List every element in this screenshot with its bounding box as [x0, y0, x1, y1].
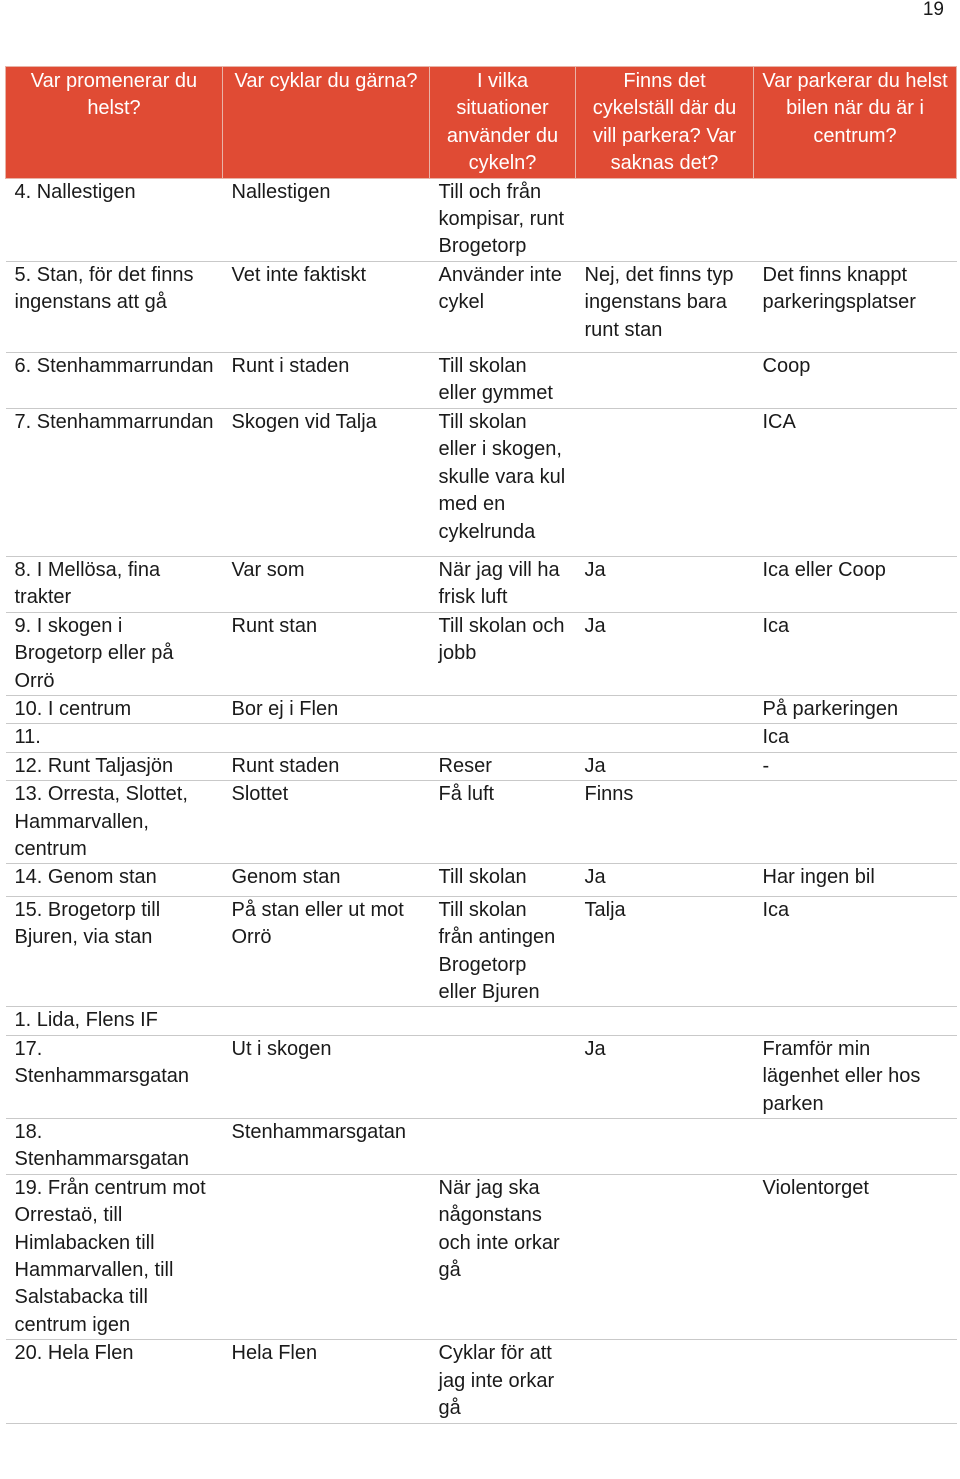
- walk-cell: 7. Stenhammarrundan: [6, 408, 223, 556]
- bike-stand-cell: Talja: [576, 896, 754, 1007]
- table-row: [6, 1340, 957, 1423]
- bike-stand-cell: Ja: [576, 864, 754, 896]
- situation-cell: Till skolan eller gymmet: [430, 353, 576, 409]
- survey-table: [5, 66, 957, 1424]
- header-walk: Var promenerar du helst?: [6, 67, 223, 179]
- bike-cell: Slottet: [223, 781, 430, 864]
- bike-stand-cell: [576, 695, 754, 723]
- bike-cell: Runt i staden: [223, 353, 430, 409]
- situation-cell: Till skolan eller i skogen, skulle vara kul med en cykelrunda: [430, 408, 576, 556]
- situation-cell: [430, 724, 576, 752]
- table-row: [6, 781, 957, 864]
- table-row: [6, 556, 957, 612]
- table-row: [6, 1174, 957, 1339]
- bike-cell: Runt stan: [223, 612, 430, 695]
- walk-cell: 10. I centrum: [6, 695, 223, 723]
- car-parking-cell: [754, 1340, 957, 1423]
- bike-cell: Skogen vid Talja: [223, 408, 430, 556]
- walk-cell: 20. Hela Flen: [6, 1340, 223, 1423]
- walk-cell: 14. Genom stan: [6, 864, 223, 896]
- situation-cell: Cyklar för att jag inte orkar gå: [430, 1340, 576, 1423]
- bike-stand-cell: [576, 353, 754, 409]
- table-row: [6, 353, 957, 409]
- bike-cell: [223, 724, 430, 752]
- bike-cell: Bor ej i Flen: [223, 695, 430, 723]
- car-parking-cell: Ica: [754, 612, 957, 695]
- table-row: [6, 261, 957, 352]
- bike-cell: Nallestigen: [223, 178, 430, 261]
- walk-cell: 5. Stan, för det finns ingenstans att gå: [6, 261, 223, 352]
- bike-stand-cell: [576, 408, 754, 556]
- bike-cell: Stenhammarsgatan: [223, 1119, 430, 1175]
- walk-cell: 12. Runt Taljasjön: [6, 752, 223, 780]
- table-row: [6, 1119, 957, 1175]
- bike-stand-cell: Ja: [576, 556, 754, 612]
- situation-cell: Till och från kompisar, runt Brogetorp: [430, 178, 576, 261]
- car-parking-cell: Coop: [754, 353, 957, 409]
- bike-stand-cell: [576, 724, 754, 752]
- table-row: [6, 408, 957, 556]
- car-parking-cell: Har ingen bil: [754, 864, 957, 896]
- bike-stand-cell: [576, 1174, 754, 1339]
- bike-stand-cell: Nej, det finns typ ingenstans bara runt stan: [576, 261, 754, 352]
- walk-cell: 8. I Mellösa, fina trakter: [6, 556, 223, 612]
- table-row: [6, 1035, 957, 1118]
- situation-cell: Till skolan från antingen Brogetorp eller Bjuren: [430, 896, 576, 1007]
- walk-cell: 17. Stenhammarsgatan: [6, 1035, 223, 1118]
- bike-stand-cell: Finns: [576, 781, 754, 864]
- table-row: [6, 612, 957, 695]
- table-row: [6, 724, 957, 752]
- header-situations: I vilka situationer använder du cykeln?: [430, 67, 576, 179]
- bike-stand-cell: Ja: [576, 1035, 754, 1118]
- situation-cell: När jag vill ha frisk luft: [430, 556, 576, 612]
- situation-cell: Till skolan och jobb: [430, 612, 576, 695]
- bike-stand-cell: Ja: [576, 612, 754, 695]
- bike-stand-cell: Ja: [576, 752, 754, 780]
- walk-cell: 11.: [6, 724, 223, 752]
- situation-cell: Reser: [430, 752, 576, 780]
- situation-cell: [430, 1119, 576, 1175]
- car-parking-cell: [754, 1007, 957, 1035]
- table-row: [6, 695, 957, 723]
- bike-cell: På stan eller ut mot Orrö: [223, 896, 430, 1007]
- walk-cell: 1. Lida, Flens IF: [6, 1007, 223, 1035]
- header-bike-stands: Finns det cykelställ där du vill parkera? Var saknas det?: [576, 67, 754, 179]
- table-row: [6, 178, 957, 261]
- walk-cell: 15. Brogetorp till Bjuren, via stan: [6, 896, 223, 1007]
- table-row: [6, 752, 957, 780]
- car-parking-cell: [754, 781, 957, 864]
- bike-cell: Runt staden: [223, 752, 430, 780]
- car-parking-cell: ICA: [754, 408, 957, 556]
- car-parking-cell: På parkeringen: [754, 695, 957, 723]
- bike-stand-cell: [576, 1007, 754, 1035]
- bike-cell: Genom stan: [223, 864, 430, 896]
- situation-cell: [430, 1035, 576, 1118]
- walk-cell: 13. Orresta, Slottet, Hammarvallen, centrum: [6, 781, 223, 864]
- car-parking-cell: Ica: [754, 896, 957, 1007]
- car-parking-cell: [754, 178, 957, 261]
- table-body: [6, 178, 957, 1423]
- table-row: [6, 864, 957, 896]
- bike-cell: Ut i skogen: [223, 1035, 430, 1118]
- car-parking-cell: Framför min lägenhet eller hos parken: [754, 1035, 957, 1118]
- table-row: [6, 1007, 957, 1035]
- situation-cell: Använder inte cykel: [430, 261, 576, 352]
- walk-cell: 18. Stenhammarsgatan: [6, 1119, 223, 1175]
- walk-cell: 4. Nallestigen: [6, 178, 223, 261]
- header-bike: Var cyklar du gärna?: [223, 67, 430, 179]
- bike-stand-cell: [576, 1340, 754, 1423]
- page-number: 19: [922, 0, 944, 20]
- car-parking-cell: -: [754, 752, 957, 780]
- table-row: [6, 896, 957, 1007]
- bike-cell: [223, 1174, 430, 1339]
- header-row: [6, 67, 957, 179]
- bike-stand-cell: [576, 178, 754, 261]
- header-car-parking: Var parkerar du helst bilen när du är i centrum?: [754, 67, 957, 179]
- car-parking-cell: Violentorget: [754, 1174, 957, 1339]
- car-parking-cell: [754, 1119, 957, 1175]
- car-parking-cell: Ica: [754, 724, 957, 752]
- situation-cell: [430, 1007, 576, 1035]
- situation-cell: När jag ska någonstans och inte orkar gå: [430, 1174, 576, 1339]
- walk-cell: 9. I skogen i Brogetorp eller på Orrö: [6, 612, 223, 695]
- situation-cell: [430, 695, 576, 723]
- bike-cell: Hela Flen: [223, 1340, 430, 1423]
- situation-cell: Till skolan: [430, 864, 576, 896]
- car-parking-cell: Det finns knappt parkeringsplatser: [754, 261, 957, 352]
- bike-cell: Vet inte faktiskt: [223, 261, 430, 352]
- bike-stand-cell: [576, 1119, 754, 1175]
- walk-cell: 19. Från centrum mot Orrestaö, till Himlabacken till Hammarvallen, till Salstabacka till centrum igen: [6, 1174, 223, 1339]
- situation-cell: Få luft: [430, 781, 576, 864]
- car-parking-cell: Ica eller Coop: [754, 556, 957, 612]
- bike-cell: [223, 1007, 430, 1035]
- walk-cell: 6. Stenhammarrundan: [6, 353, 223, 409]
- bike-cell: Var som: [223, 556, 430, 612]
